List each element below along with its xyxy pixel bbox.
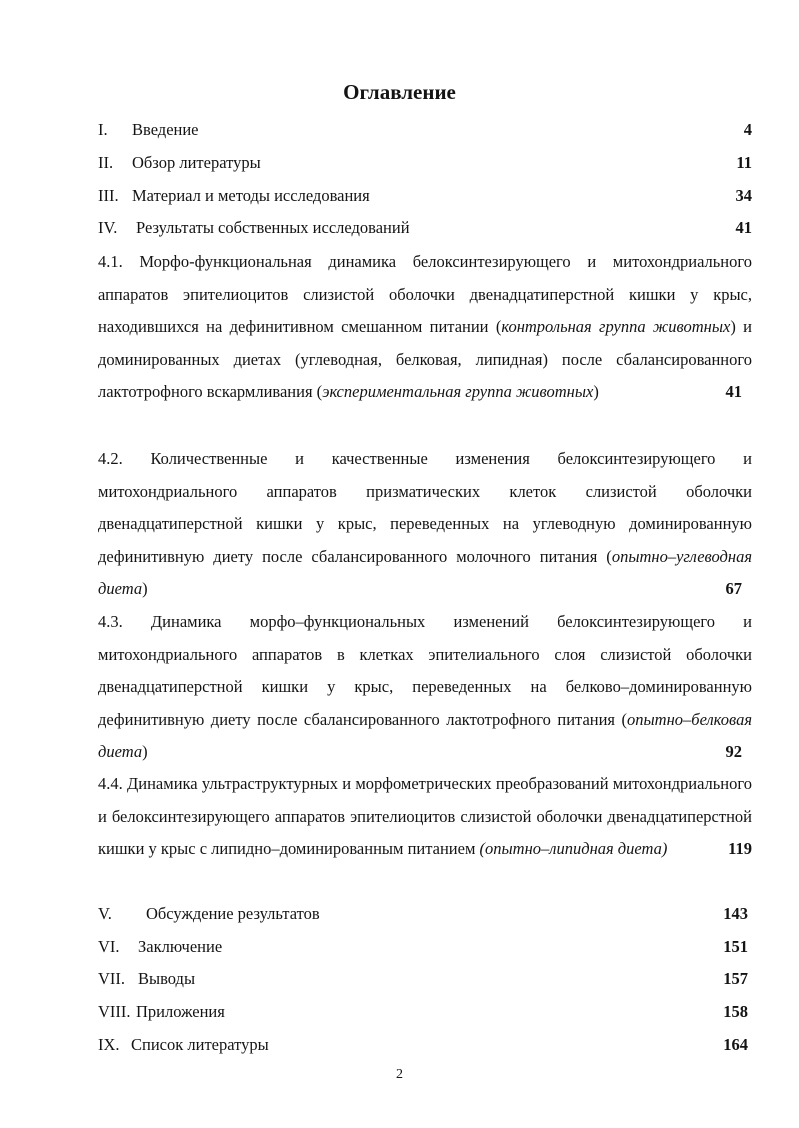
entry-label: Заключение [138, 937, 223, 956]
entry-label: Выводы [138, 969, 196, 988]
toc-entry-3 [98, 186, 752, 206]
entry-number: II. [98, 153, 114, 172]
entry-number: V. [98, 904, 112, 923]
section-page: 92 [725, 742, 742, 761]
section-italic: (опытно–липидная диета) [479, 839, 668, 858]
toc-section-4-1 [98, 246, 752, 409]
toc-entry-9 [98, 1035, 752, 1055]
entry-number: IV. [98, 218, 118, 237]
entry-number: VI. [98, 937, 120, 956]
entry-label: Введение [132, 120, 199, 139]
entry-number: I. [98, 120, 108, 139]
toc-entry-1 [98, 120, 752, 140]
section-text: ) [142, 742, 148, 761]
section-page: 119 [728, 839, 752, 858]
section-italic: опытно–углеводная диета [98, 546, 752, 598]
toc-entry-4 [98, 218, 752, 238]
toc-entry-8 [98, 1002, 752, 1022]
entry-label: Обсуждение результатов [146, 904, 320, 923]
entry-number: IX. [98, 1035, 120, 1054]
entry-label: Приложения [136, 1002, 225, 1021]
entry-number: VII. [98, 969, 126, 988]
entry-label: Список литературы [131, 1035, 269, 1054]
section-text: 4.1. Морфо-функциональная динамика белоксинтезирующего и митохондриального аппаратов эпителиоцитов слизистой оболочки двенадцатиперстной кишки у крыс, находившихся на дефинитивном смешанном питании ( [98, 252, 752, 336]
section-text: ) [142, 579, 148, 598]
entry-label: Результаты собственных исследований [136, 218, 410, 237]
section-italic: контрольная группа животных [501, 317, 731, 336]
entry-page: 158 [723, 1002, 748, 1021]
section-text: ) и доминированных диетах (углеводная, белковая, липидная) после сбалансированного лактотрофного вскармливания ( [98, 317, 752, 401]
entry-number: III. [98, 186, 119, 205]
entry-label: Материал и методы исследования [132, 186, 370, 205]
section-text: ) [593, 382, 599, 401]
section-text: 4.4. Динамика ультраструктурных и морфометрических преобразований митохондриального и белоксинтезирующего аппаратов эпителиоцитов слизистой оболочки двенадцатиперстной кишки у крыс с липидно–доминированным питанием [98, 774, 752, 858]
entry-page: 4 [743, 120, 752, 139]
entry-page: 157 [723, 969, 748, 988]
entry-page: 151 [723, 937, 748, 956]
toc-section-4-3 [98, 606, 752, 769]
entry-page: 34 [735, 186, 752, 205]
page-number: 2 [396, 1067, 403, 1082]
section-page: 67 [725, 579, 742, 598]
section-text: 4.2. Количественные и качественные изменения белоксинтезирующего и митохондриального аппаратов призматических клеток слизистой оболочки двенадцатиперстной кишки у крыс, переведенных на углеводную доминированную дефинитивную диету после сбалансированного молочного питания ( [98, 449, 752, 566]
toc-section-4-2 [98, 443, 752, 606]
entry-page: 164 [723, 1035, 748, 1054]
entry-page: 41 [735, 218, 752, 237]
section-italic: опытно–белковая диета [98, 709, 752, 761]
section-page: 41 [725, 382, 742, 401]
entry-number: VIII. [98, 1002, 131, 1021]
entry-page: 11 [736, 153, 752, 172]
toc-entry-6 [98, 937, 752, 957]
toc-entry-2 [98, 153, 752, 173]
toc-section-4-4 [98, 768, 752, 866]
section-italic: экспериментальная группа животных [322, 382, 594, 401]
toc-entry-7 [98, 969, 752, 989]
toc-entry-5 [98, 904, 752, 924]
entry-page: 143 [723, 904, 748, 923]
page-title: Оглавление [343, 80, 456, 104]
section-text: 4.3. Динамика морфо–функциональных изменений белоксинтезирующего и митохондриального аппаратов в клетках эпителиального слоя слизистой оболочки двенадцатиперстной кишки у крыс, переведенных на белково–доминированную дефинитивную диету после сбалансированного лактотрофного питания ( [98, 612, 752, 729]
entry-label: Обзор литературы [132, 153, 261, 172]
